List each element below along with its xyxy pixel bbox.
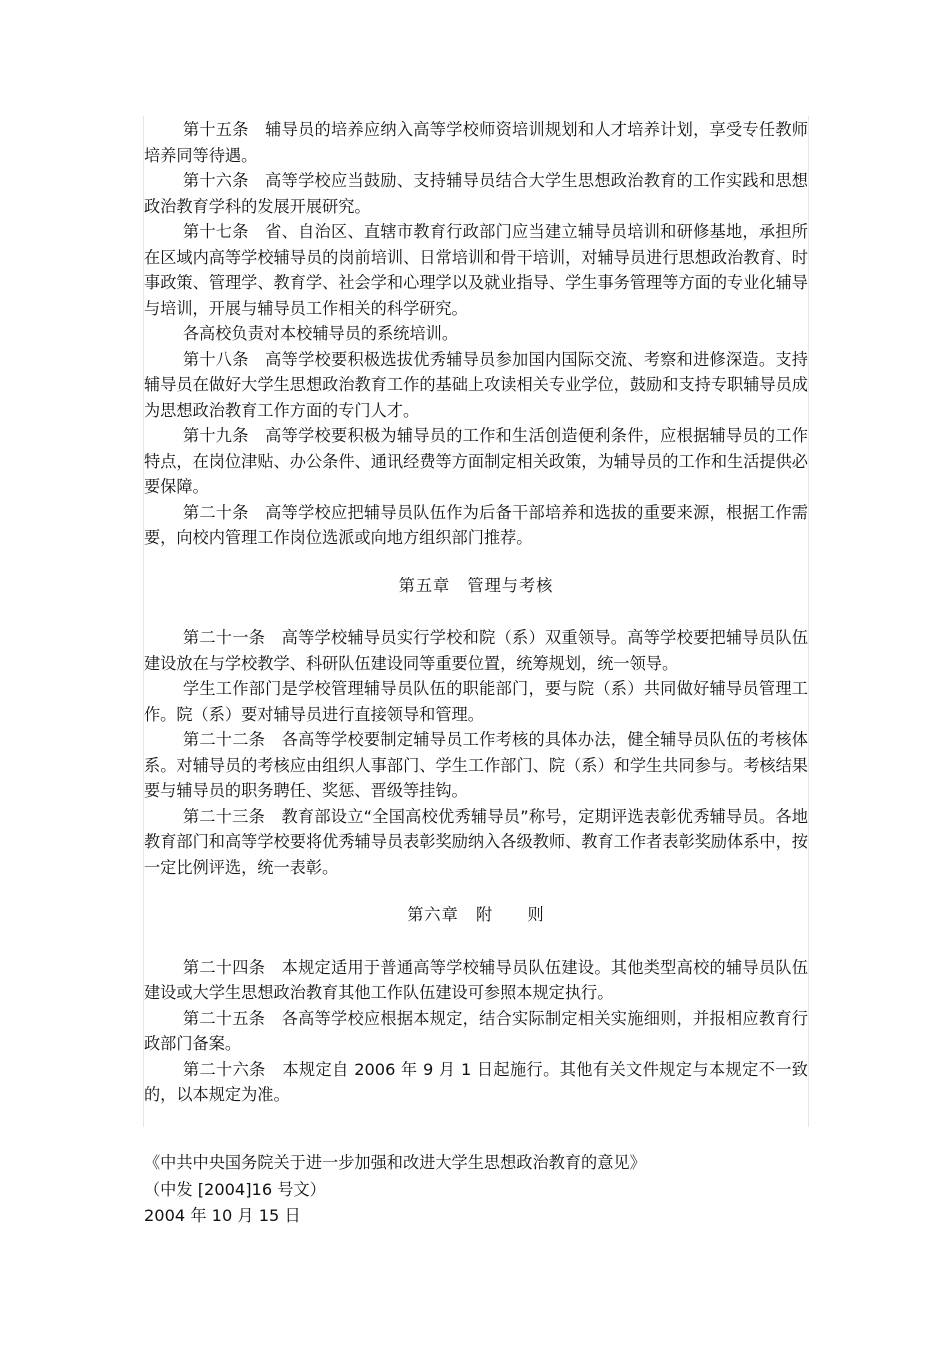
article-15: 第十五条 辅导员的培养应纳入高等学校师资培训规划和人才培养计划，享受专任教师培养同等待遇。 bbox=[144, 120, 808, 165]
article-19: 第十九条 高等学校要积极为辅导员的工作和生活创造便利条件，应根据辅导员的工作特点，在岗位津贴、办公条件、通讯经费等方面制定相关政策，为辅导员的工作和生活提供必要保障。 bbox=[144, 426, 808, 496]
document-footer bbox=[144, 1150, 646, 1230]
article-23: 第二十三条 教育部设立“全国高校优秀辅导员”称号，定期评选表彰优秀辅导员。各地教育部门和高等学校要将优秀辅导员表彰奖励纳入各级教师、教育工作者表彰奖励体系中，按一定比例评选，统一表彰。 bbox=[144, 806, 808, 877]
chapter-6-heading: 第六章 附 则 bbox=[407, 905, 545, 924]
article-21-supplement: 学生工作部门是学校管理辅导员队伍的职能部门，要与院（系）共同做好辅导员管理工作。院（系）要对辅导员进行直接领导和管理。 bbox=[144, 679, 808, 724]
article-20: 第二十条 高等学校应把辅导员队伍作为后备干部培养和选拔的重要来源，根据工作需要，向校内管理工作岗位选派或向地方组织部门推荐。 bbox=[144, 502, 808, 547]
article-25: 第二十五条 各高等学校应根据本规定，结合实际制定相关实施细则，并报相应教育行政部门备案。 bbox=[144, 1008, 808, 1053]
footer-doc-date: 2004 年 10 月 15 日 bbox=[144, 1206, 301, 1225]
footer-doc-number: （中发 [2004]16 号文） bbox=[144, 1179, 326, 1199]
article-18: 第十八条 高等学校要积极选拔优秀辅导员参加国内国际交流、考察和进修深造。支持辅导员在做好大学生思想政治教育工作的基础上攻读相关专业学位，鼓励和支持专职辅导员成为思想政治教育工作方面的专门人才。 bbox=[144, 349, 808, 420]
footer-doc-title: 《中共中央国务院关于进一步加强和改进大学生思想政治教育的意见》 bbox=[144, 1153, 646, 1172]
article-16: 第十六条 高等学校应当鼓励、支持辅导员结合大学生思想政治教育的工作实践和思想政治教育学科的发展开展研究。 bbox=[144, 171, 808, 216]
article-21: 第二十一条 高等学校辅导员实行学校和院（系）双重领导。高等学校要把辅导员队伍建设放在与学校教学、科研队伍建设同等重要位置，统筹规划，统一领导。 bbox=[144, 628, 808, 673]
document-body bbox=[144, 117, 808, 1108]
article-26: 第二十六条 本规定自 2006 年 9 月 1 日起施行。其他有关文件规定与本规定不一致的，以本规定为准。 bbox=[144, 1059, 808, 1104]
article-17-supplement: 各高校负责对本校辅导员的系统培训。 bbox=[182, 324, 459, 343]
chapter-5-heading: 第五章 管理与考核 bbox=[398, 575, 554, 595]
article-22: 第二十二条 各高等学校要制定辅导员工作考核的具体办法，健全辅导员队伍的考核体系。对辅导员的考核应由组织人事部门、学生工作部门、院（系）和学生共同参与。考核结果要与辅导员的职务聘任、奖惩、晋级等挂钩。 bbox=[144, 730, 808, 800]
article-24: 第二十四条 本规定适用于普通高等学校辅导员队伍建设。其他类型高校的辅导员队伍建设或大学生思想政治教育其他工作队伍建设可参照本规定执行。 bbox=[144, 957, 808, 1002]
article-17: 第十七条 省、自治区、直辖市教育行政部门应当建立辅导员培训和研修基地，承担所在区域内高等学校辅导员的岗前培训、日常培训和骨干培训，对辅导员进行思想政治教育、时事政策、管理学、教育学、社会学和心理学以及就业指导、学生事务管理等方面的专业化辅导与培训，开展与辅导员工作相关的科学研究。 bbox=[144, 222, 808, 318]
